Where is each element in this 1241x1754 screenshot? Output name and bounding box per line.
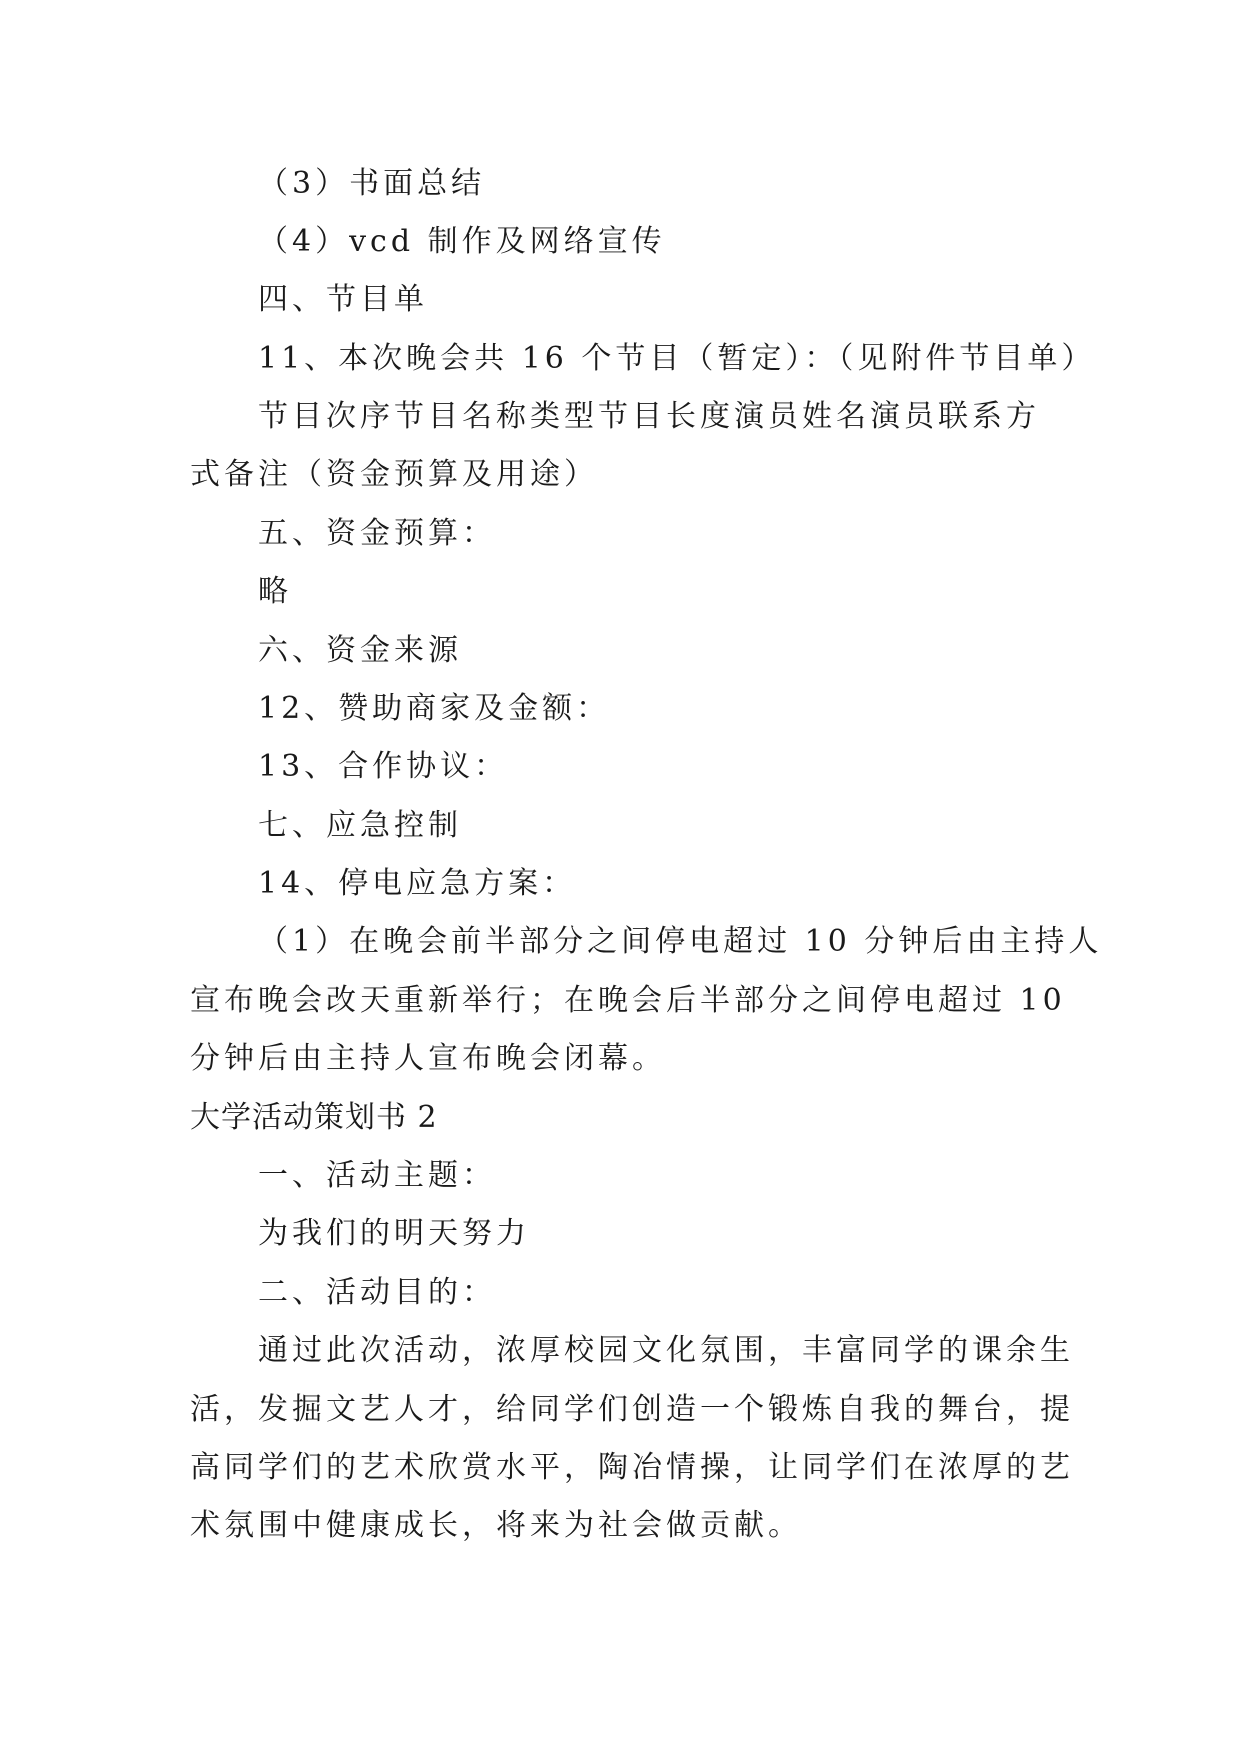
paragraph-outage-rule-cont-1: 宣布晚会改天重新举行；在晚会后半部分之间停电超过 10: [190, 983, 1066, 1018]
paragraph-purpose-4: 术氛围中健康成长，将来为社会做贡献。: [190, 1508, 802, 1543]
item-cooperation-agreement: 13、合作协议：: [258, 749, 509, 784]
item-written-summary: （3）书面总结: [258, 166, 486, 201]
item-power-outage-plan: 14、停电应急方案：: [258, 866, 577, 901]
section-activity-theme: 一、活动主题：: [258, 1158, 496, 1193]
section-program-list: 四、节目单: [258, 282, 428, 317]
paragraph-purpose-1: 通过此次活动，浓厚校园文化氛围，丰富同学的课余生: [258, 1333, 1074, 1368]
activity-theme-text: 为我们的明天努力: [258, 1216, 530, 1251]
item-vcd-production: （4）vcd 制作及网络宣传: [258, 224, 666, 259]
paragraph-purpose-2: 活，发掘文艺人才，给同学们创造一个锻炼自我的舞台，提: [190, 1392, 1074, 1427]
section-budget: 五、资金预算：: [258, 516, 496, 551]
document-title: 大学活动策划书 2: [190, 1100, 438, 1135]
section-funding-source: 六、资金来源: [258, 633, 462, 668]
item-sponsors: 12、赞助商家及金额：: [258, 691, 611, 726]
paragraph-program-columns: 节目次序节目名称类型节目长度演员姓名演员联系方: [258, 399, 1040, 434]
paragraph-program-columns-cont: 式备注（资金预算及用途）: [190, 457, 598, 492]
section-activity-purpose: 二、活动目的：: [258, 1275, 496, 1310]
paragraph-outage-rule: （1）在晚会前半部分之间停电超过 10 分钟后由主持人: [258, 924, 1103, 959]
section-emergency-control: 七、应急控制: [258, 808, 462, 843]
budget-omitted: 略: [258, 574, 292, 609]
paragraph-purpose-3: 高同学们的艺术欣赏水平，陶冶情操，让同学们在浓厚的艺: [190, 1450, 1074, 1485]
paragraph-outage-rule-cont-2: 分钟后由主持人宣布晚会闭幕。: [190, 1041, 666, 1076]
paragraph-program-count: 11、本次晚会共 16 个节目（暂定）：（见附件节目单）: [258, 341, 1096, 376]
